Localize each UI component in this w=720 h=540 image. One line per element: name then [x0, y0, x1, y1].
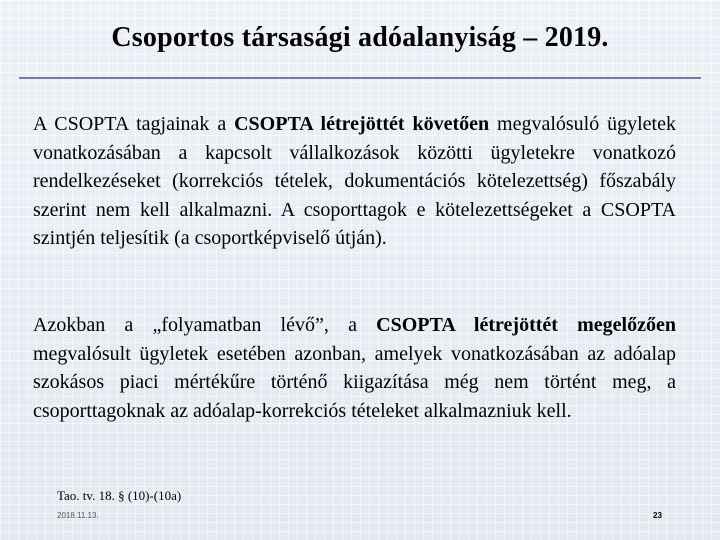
slide-date: 2018.11.13. — [57, 511, 99, 520]
paragraph-2 — [33, 311, 676, 425]
paragraph-2-text-start: Azokban a „folyamatban lévő”, a — [33, 314, 377, 336]
paragraph-2-bold-phrase: CSOPTA létrejöttét megelőzően — [376, 314, 676, 336]
paragraph-2-text-end: megvalósult ügyletek esetében azonban, amelyek vonatkozásában az adóalap szokásos piaci mértékűre történő kiigazítása még nem történt meg, a csoporttagoknak az adóalap-korrekciós tételeket alkalmazniuk kell. — [33, 342, 676, 422]
paragraph-1-bold-phrase: CSOPTA létrejöttét követően — [234, 113, 490, 135]
paragraph-1-text-end: megvalósuló ügyletek vonatkozásában a kapcsolt vállalkozások közötti ügyletekre vonatkozó rendelkezéseket (korrekciós tételek, dokumentációs kötelezettség) főszabály szerint nem kell alkalmazni. A csoporttagok e kötelezettségeket a CSOPTA szintjén teljesítik (a csoportképviselő útján). — [33, 113, 676, 249]
paragraph-1 — [33, 110, 676, 253]
slide-page-number: 23 — [653, 511, 662, 520]
paragraph-1-text-start: A CSOPTA tagjainak a — [33, 113, 235, 135]
legal-reference-footnote: Tao. tv. 18. § (10)-(10a) — [57, 488, 182, 503]
title-divider — [19, 77, 701, 79]
slide-title: Csoportos társasági adóalanyiság – 2019. — [111, 22, 609, 53]
